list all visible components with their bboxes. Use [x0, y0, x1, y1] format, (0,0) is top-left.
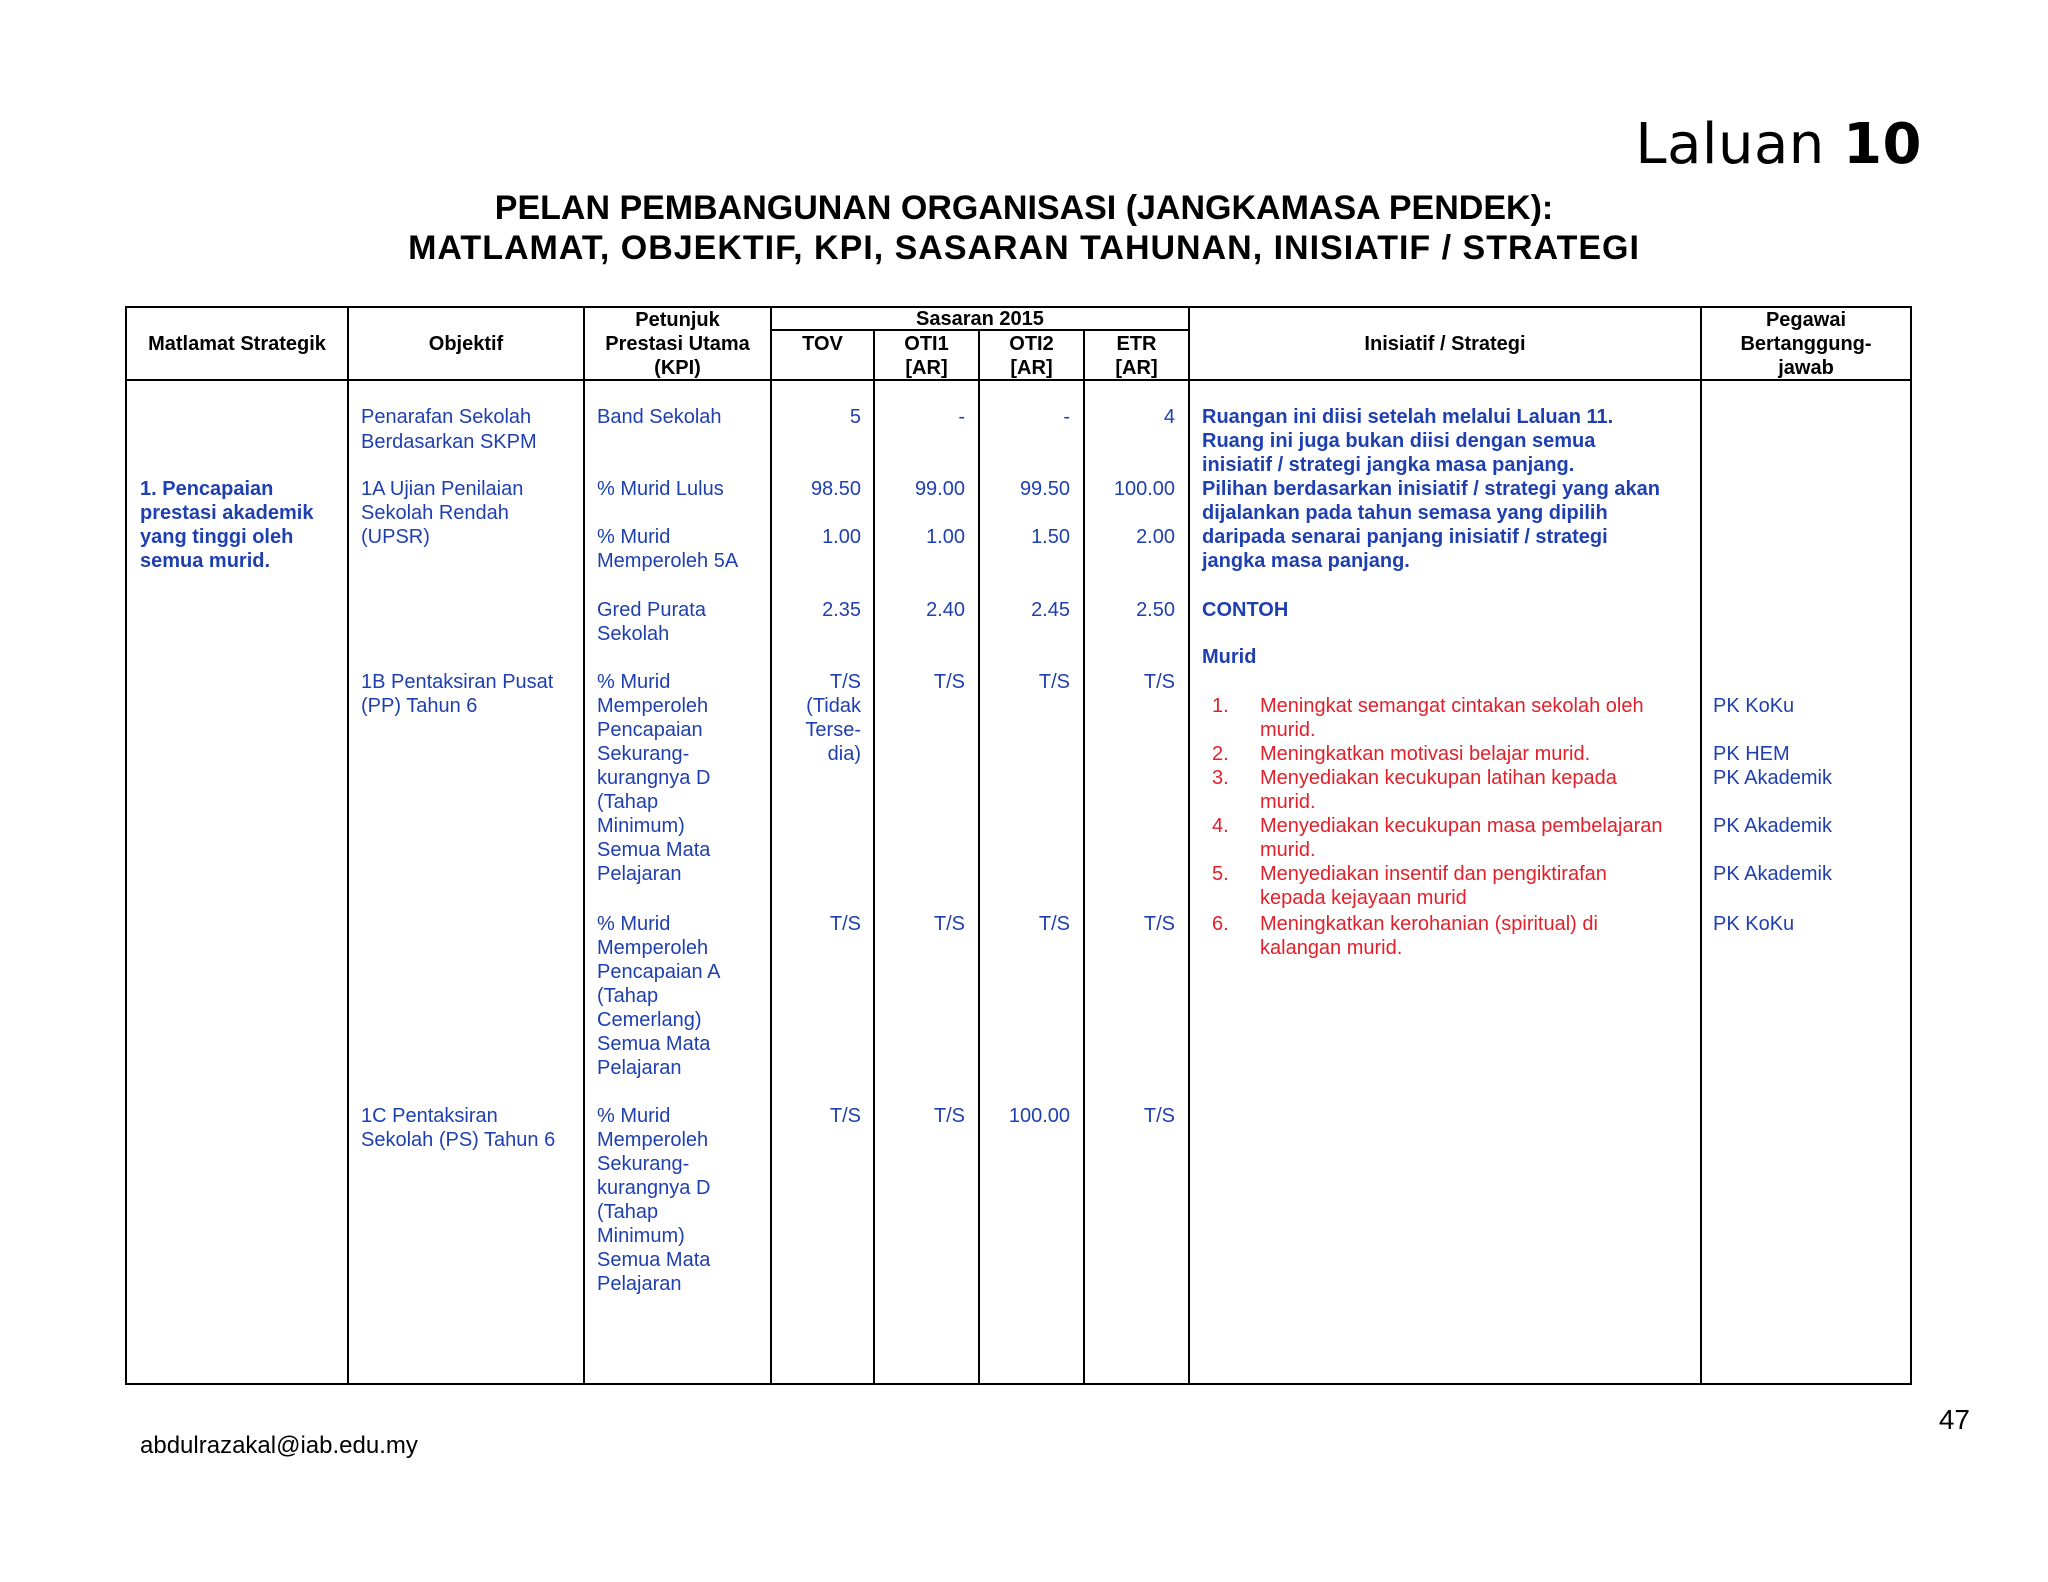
list-item-number: 4. — [1212, 815, 1229, 837]
kpi-oti2: 100.00 — [1008, 1105, 1070, 1127]
objective-1a: 1A Ujian Penilaian Sekolah Rendah (UPSR) — [361, 478, 524, 548]
kpi-tov: T/S — [829, 1105, 861, 1127]
list-item-text: Meningkatkan kerohanian (spiritual) di kalangan murid. — [1260, 913, 1598, 959]
kpi-oti2: T/S — [1038, 671, 1070, 693]
col-divider — [347, 306, 349, 1385]
kpi-tov: T/S (Tidak Terse- dia) — [805, 671, 861, 765]
matlamat-strategik: 1. Pencapaian prestasi akademik yang tinggi oleh semua murid. — [140, 478, 314, 572]
header-inisiatif: Inisiatif / Strategi — [1364, 333, 1526, 355]
kpi-label: Gred Purata Sekolah — [597, 599, 706, 645]
kpi-oti1: T/S — [933, 913, 965, 935]
kpi-label: % Murid Lulus — [597, 478, 724, 500]
kpi-oti2: T/S — [1038, 913, 1070, 935]
kpi-oti1: 1.00 — [926, 526, 965, 548]
kpi-oti2: 99.50 — [1019, 478, 1070, 500]
pegawai-item: PK Akademik — [1713, 815, 1832, 837]
list-item-number: 2. — [1212, 743, 1229, 765]
kpi-label: % Murid Memperoleh Pencapaian Sekurang- kurangnya D (Tahap Minimum) Semua Mata Pelajaran — [597, 671, 711, 885]
pegawai-item: PK KoKu — [1713, 913, 1795, 935]
kpi-label: Band Sekolah — [597, 406, 722, 428]
pegawai-item: PK HEM — [1713, 743, 1790, 765]
list-item-text: Meningkatkan motivasi belajar murid. — [1260, 743, 1591, 765]
header-oti1: OTI1 [AR] — [904, 333, 949, 379]
kpi-tov: 2.35 — [822, 599, 861, 621]
list-item-number: 3. — [1212, 767, 1229, 789]
kpi-etr: T/S — [1143, 671, 1175, 693]
kpi-tov: 98.50 — [810, 478, 861, 500]
kpi-oti1: 99.00 — [914, 478, 965, 500]
kpi-oti2: 2.45 — [1031, 599, 1070, 621]
objective-skpm: Penarafan Sekolah Berdasarkan SKPM — [361, 406, 537, 453]
murid-label: Murid — [1202, 646, 1257, 668]
header-kpi: Petunjuk Prestasi Utama (KPI) — [605, 309, 750, 379]
list-item-text: Menyediakan kecukupan latihan kepada murid. — [1260, 767, 1617, 813]
kpi-tov: T/S — [829, 913, 861, 935]
kpi-tov: 1.00 — [822, 526, 861, 548]
kpi-tov: 5 — [849, 406, 861, 428]
header-tov: TOV — [802, 333, 843, 355]
kpi-label: % Murid Memperoleh Pencapaian A (Tahap Cemerlang) Semua Mata Pelajaran — [597, 913, 721, 1079]
col-divider — [583, 306, 585, 1385]
laluan-number: 10 — [1843, 112, 1922, 177]
page-title: PELAN PEMBANGUNAN ORGANISASI (JANGKAMASA PENDEK): — [494, 189, 1554, 227]
header-oti2: OTI2 [AR] — [1009, 333, 1054, 379]
col-divider — [1188, 306, 1190, 1385]
kpi-etr: T/S — [1143, 913, 1175, 935]
kpi-oti1: 2.40 — [926, 599, 965, 621]
pegawai-item: PK Akademik — [1713, 863, 1832, 885]
inisiatif-note: Ruangan ini diisi setelah melalui Laluan 11. Ruang ini juga bukan diisi dengan semua inisiatif / strategi jangka masa panjang. Pilihan berdasarkan inisiatif / strategi yang akan dijalankan pada tahun semasa yang dipilih daripada senarai panjang inisiatif / strategi jangka masa panjang. — [1202, 406, 1660, 572]
kpi-etr: 4 — [1163, 406, 1175, 428]
header-matlamat: Matlamat Strategik — [148, 333, 326, 355]
kpi-oti2: 1.50 — [1031, 526, 1070, 548]
kpi-oti1: T/S — [933, 671, 965, 693]
pegawai-item: PK KoKu — [1713, 695, 1795, 717]
kpi-etr: 100.00 — [1113, 478, 1175, 500]
header-etr: ETR [AR] — [1115, 333, 1158, 379]
laluan-label — [1635, 112, 1922, 177]
list-item-text: Menyediakan kecukupan masa pembelajaran murid. — [1260, 815, 1663, 861]
kpi-etr: 2.50 — [1136, 599, 1175, 621]
kpi-oti1: T/S — [933, 1105, 965, 1127]
col-divider — [770, 306, 772, 1385]
pegawai-item: PK Akademik — [1713, 767, 1832, 789]
kpi-oti1: - — [958, 406, 965, 428]
contoh-label: CONTOH — [1202, 599, 1289, 621]
list-item-number: 5. — [1212, 863, 1229, 885]
kpi-oti2: - — [1063, 406, 1070, 428]
kpi-etr: T/S — [1143, 1105, 1175, 1127]
list-item-text: Meningkat semangat cintakan sekolah oleh murid. — [1260, 695, 1644, 741]
header-pegawai: Pegawai Bertanggung- jawab — [1740, 309, 1872, 379]
header-sasaran: Sasaran 2015 — [916, 308, 1044, 330]
kpi-label: % Murid Memperoleh 5A — [597, 526, 739, 572]
page-number: 47 — [1938, 1404, 1970, 1435]
objective-1b: 1B Pentaksiran Pusat (PP) Tahun 6 — [361, 671, 554, 717]
list-item-number: 1. — [1212, 695, 1229, 717]
header-objektif: Objektif — [428, 333, 504, 355]
page-subtitle: MATLAMAT, OBJEKTIF, KPI, SASARAN TAHUNAN, INISIATIF / STRATEGI — [408, 229, 1640, 267]
objective-1c: 1C Pentaksiran Sekolah (PS) Tahun 6 — [361, 1105, 556, 1151]
list-item-text: Menyediakan insentif dan pengiktirafan kepada kejayaan murid — [1260, 863, 1607, 909]
list-item-number: 6. — [1212, 913, 1229, 935]
laluan-word: Laluan — [1635, 112, 1825, 177]
kpi-label: % Murid Memperoleh Sekurang- kurangnya D (Tahap Minimum) Semua Mata Pelajaran — [597, 1105, 711, 1295]
footer-email: abdulrazakal@iab.edu.my — [140, 1432, 418, 1459]
kpi-etr: 2.00 — [1136, 526, 1175, 548]
